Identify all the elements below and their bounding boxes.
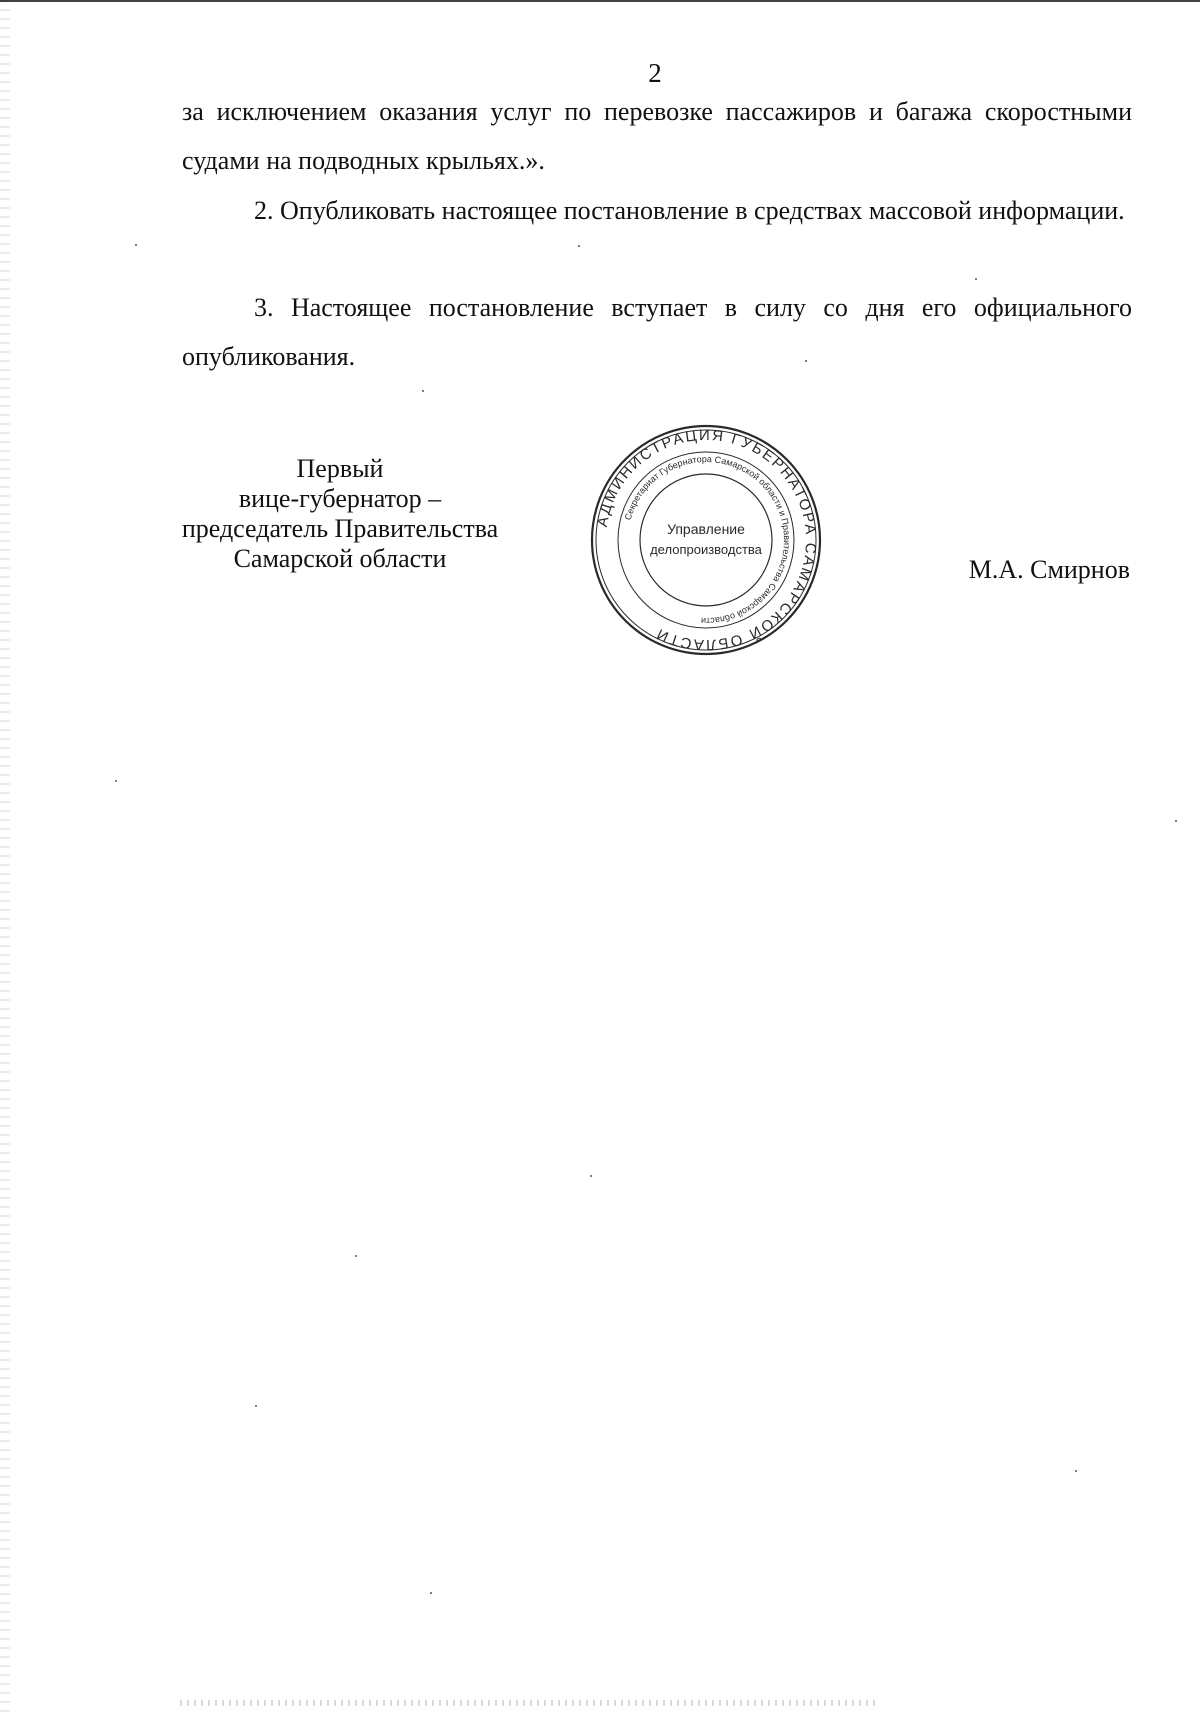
seal-center-line2: делопроизводства [650, 542, 762, 557]
position-line: вице-губернатор – [238, 484, 442, 513]
position-line: Первый [296, 454, 384, 483]
scan-speck [115, 780, 117, 782]
scan-speck [422, 390, 424, 392]
paragraph-item-2: 2. Опубликовать настоящее постановление в средствах массовой информации. [254, 196, 1125, 225]
scan-speck [355, 1255, 357, 1257]
scan-bottom-noise [180, 1700, 880, 1706]
scan-left-edge [0, 0, 10, 1712]
seal-center-line1: Управление [667, 521, 745, 537]
svg-text:Секретариат Губернатора Самарс [623, 454, 792, 626]
scan-speck [255, 1405, 257, 1407]
scan-speck [578, 245, 580, 247]
official-seal-stamp [588, 422, 824, 658]
paragraph-item-3: 3. Настоящее постановление вступает в силу со дня его официального опубликования. [182, 293, 1132, 371]
scan-speck [1075, 1470, 1077, 1472]
seal-outer-text: АДМИНИСТРАЦИЯ ГУБЕРНАТОРА САМАРСКОЙ ОБЛАСТИ [593, 426, 820, 654]
scan-speck [805, 360, 807, 362]
scan-speck [1175, 820, 1177, 822]
signatory-position [150, 454, 530, 574]
paragraph-continuation: за исключением оказания услуг по перевозке пассажиров и багажа скоростными судами на подводных крыльях.». [182, 97, 1132, 175]
page-number: 2 [648, 58, 662, 88]
seal-inner-text: Секретариат Губернатора Самарской области и Правительства Самарской области [622, 453, 793, 627]
scan-speck [590, 1175, 592, 1177]
scan-speck [430, 1592, 432, 1594]
scan-speck [135, 244, 137, 246]
scan-speck [975, 278, 977, 280]
scan-top-edge [0, 0, 1200, 2]
position-line: председатель Правительства [181, 514, 499, 543]
signatory-name: М.А. Смирнов [968, 555, 1130, 584]
position-line: Самарской области [233, 544, 447, 573]
